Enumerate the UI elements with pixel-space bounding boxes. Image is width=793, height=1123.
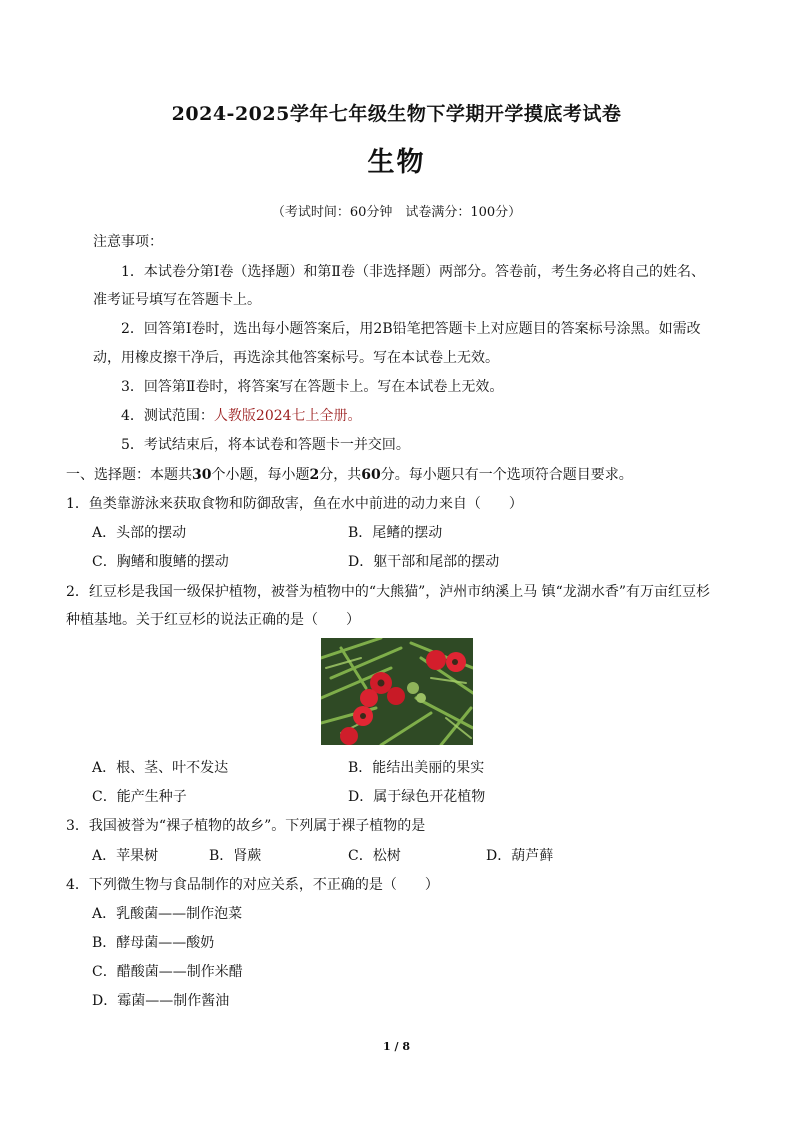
page-number: 1 / 8 [383,1040,410,1053]
q2-option-c: C．能产生种子 [92,789,187,805]
q4-option-c: C．醋酸菌——制作米醋 [92,964,243,980]
note-5: 5．考试结束后，将本试卷和答题卡一并交回。 [121,437,410,453]
q3-option-b: B．肾蕨 [209,848,262,864]
section-heading-text: 分，共 [319,467,362,483]
q1-option-d: D．躯干部和尾部的摆动 [348,554,500,570]
note-4 [121,405,362,425]
q2-option-a: A．根、茎、叶不发达 [92,760,229,776]
notes-heading: 注意事项： [93,234,163,250]
q4-option-d: D．霉菌——制作酱油 [92,993,230,1009]
q3-option-d: D．葫芦藓 [486,848,554,864]
note-2-line-2: 动，用橡皮擦干净后，再选涂其他答案标号。写在本试卷上无效。 [93,350,499,366]
exam-info: （考试时间：60分钟 试卷满分：100分） [271,205,522,220]
exam-title: 2024-2025学年七年级生物下学期开学摸底考试卷 [171,103,622,125]
q3-option-a: A．苹果树 [92,848,159,864]
q4-option-a: A．乳酸菌——制作泡菜 [92,906,243,922]
note-1-line-1: 1．本试卷分第Ⅰ卷（选择题）和第Ⅱ卷（非选择题）两部分。答卷前，考生务必将自己的姓名、 [121,264,705,280]
question-count: 30 [192,467,212,483]
q1-stem: 1．鱼类靠游泳来获取食物和防御敌害，鱼在水中前进的动力来自（ ） [66,496,523,512]
section-heading-text: 个小题，每小题 [211,467,310,483]
q4-stem: 4．下列微生物与食品制作的对应关系，不正确的是（ ） [66,877,439,893]
q2-option-b: B．能结出美丽的果实 [348,760,485,776]
note-3: 3．回答第Ⅱ卷时，将答案写在答题卡上。写在本试卷上无效。 [121,379,504,395]
q1-option-b: B．尾鳍的摆动 [348,525,443,541]
section-heading-text: 分。每小题只有一个选项符合题目要求。 [380,467,633,483]
q3-stem: 3．我国被誉为“裸子植物的故乡”。下列属于裸子植物的是 [66,818,426,834]
section-1-heading [66,464,633,484]
q2-stem-line-2: 种植基地。关于红豆杉的说法正确的是（ ） [66,612,360,628]
q1-option-c: C．胸鳍和腹鳍的摆动 [92,554,229,570]
subject-title: 生物 [367,147,426,178]
yew-berries-photo [321,638,473,745]
points-each: 2 [309,467,320,483]
section-heading-text: 一、选择题：本题共 [66,467,192,483]
q2-stem-line-1: 2．红豆杉是我国一级保护植物，被誉为植物中的“大熊猫”，泸州市纳溪上马 镇“龙湖水香”有万亩红豆杉 [66,584,710,600]
note-4-prefix: 4．测试范围： [121,408,214,424]
note-4-value: 人教版2024七上全册。 [213,408,362,424]
note-1-line-2: 准考证号填写在答题卡上。 [93,292,261,308]
q1-option-a: A．头部的摆动 [92,525,187,541]
note-2-line-1: 2．回答第Ⅰ卷时，选出每小题答案后，用2B铅笔把答题卡上对应题目的答案标号涂黑。如需改 [121,321,701,337]
q3-option-c: C．松树 [348,848,401,864]
q4-option-b: B．酵母菌——酸奶 [92,935,215,951]
q2-option-d: D．属于绿色开花植物 [348,789,486,805]
total-points: 60 [361,467,381,483]
